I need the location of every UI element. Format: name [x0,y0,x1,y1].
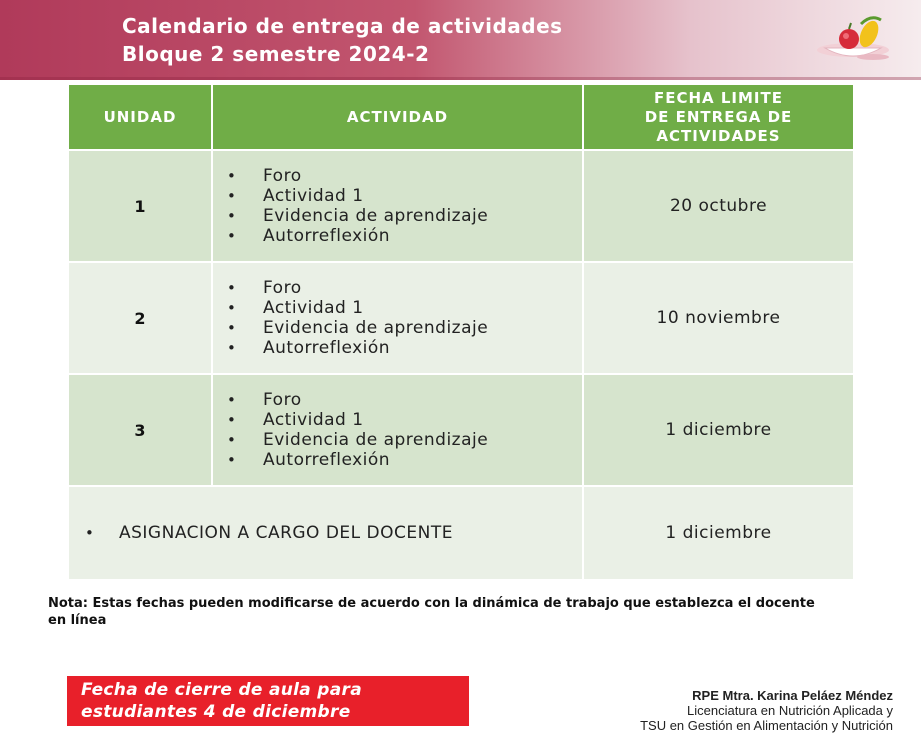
closing-line-2: estudiantes 4 de diciembre [81,702,351,722]
header-actividad: ACTIVIDAD [212,84,583,150]
list-item: • Actividad 1 [227,410,582,430]
title-line-1: Calendario de entrega de actividades [122,14,563,38]
signature-block [640,688,893,733]
signature-name: RPE Mtra. Karina Peláez Méndez [692,688,893,703]
header-fecha-line-2: DE ENTREGA DE [644,107,793,126]
signature-line-3: TSU en Gestión en Alimentación y Nutrición [640,718,893,733]
unit-number: 2 [68,262,212,374]
assignment-due-date: 1 diciembre [583,486,854,580]
closing-date-banner [67,676,469,726]
list-item: • Evidencia de aprendizaje [227,318,582,338]
assignment-cell [68,486,583,580]
activity-list [213,390,582,470]
list-item: • Foro [227,278,582,298]
activity-list-cell [212,262,583,374]
assignment-text: • ASIGNACION A CARGO DEL DOCENTE [69,523,519,543]
list-item: • Autorreflexión [227,226,582,246]
list-item: • Foro [227,390,582,410]
header-unidad: UNIDAD [68,84,212,150]
fruit-bowl-icon [811,12,901,68]
list-item: • Actividad 1 [227,186,582,206]
closing-line-1: Fecha de cierre de aula para [81,680,362,700]
assignment-row [68,486,854,580]
signature-line-2: Licenciatura en Nutrición Aplicada y [687,703,893,718]
list-item: • Actividad 1 [227,298,582,318]
header-fecha-line-1: FECHA LIMITE [653,88,783,107]
due-date: 1 diciembre [583,374,854,486]
header-banner [0,0,921,80]
activity-list [213,278,582,358]
activity-list-cell [212,150,583,262]
unit-number: 3 [68,374,212,486]
activity-list-cell [212,374,583,486]
list-item: • Autorreflexión [227,450,582,470]
list-item: • Autorreflexión [227,338,582,358]
due-date: 20 octubre [583,150,854,262]
list-item: • Evidencia de aprendizaje [227,206,582,226]
list-item: • Foro [227,166,582,186]
list-item: • Evidencia de aprendizaje [227,430,582,450]
due-date: 10 noviembre [583,262,854,374]
table-row [68,374,854,486]
table-row [68,150,854,262]
unit-number: 1 [68,150,212,262]
activity-list [213,166,582,246]
table-row [68,262,854,374]
table-header-row [68,84,854,150]
delivery-calendar-table [67,83,855,581]
title-line-2: Bloque 2 semestre 2024-2 [122,42,430,66]
header-rule [0,77,921,80]
note-text: Nota: Estas fechas pueden modificarse de acuerdo con la dinámica de trabajo que establezca el docente en línea [48,596,815,628]
header-fecha-line-3: ACTIVIDADES [656,126,781,145]
header-fecha [583,84,854,150]
